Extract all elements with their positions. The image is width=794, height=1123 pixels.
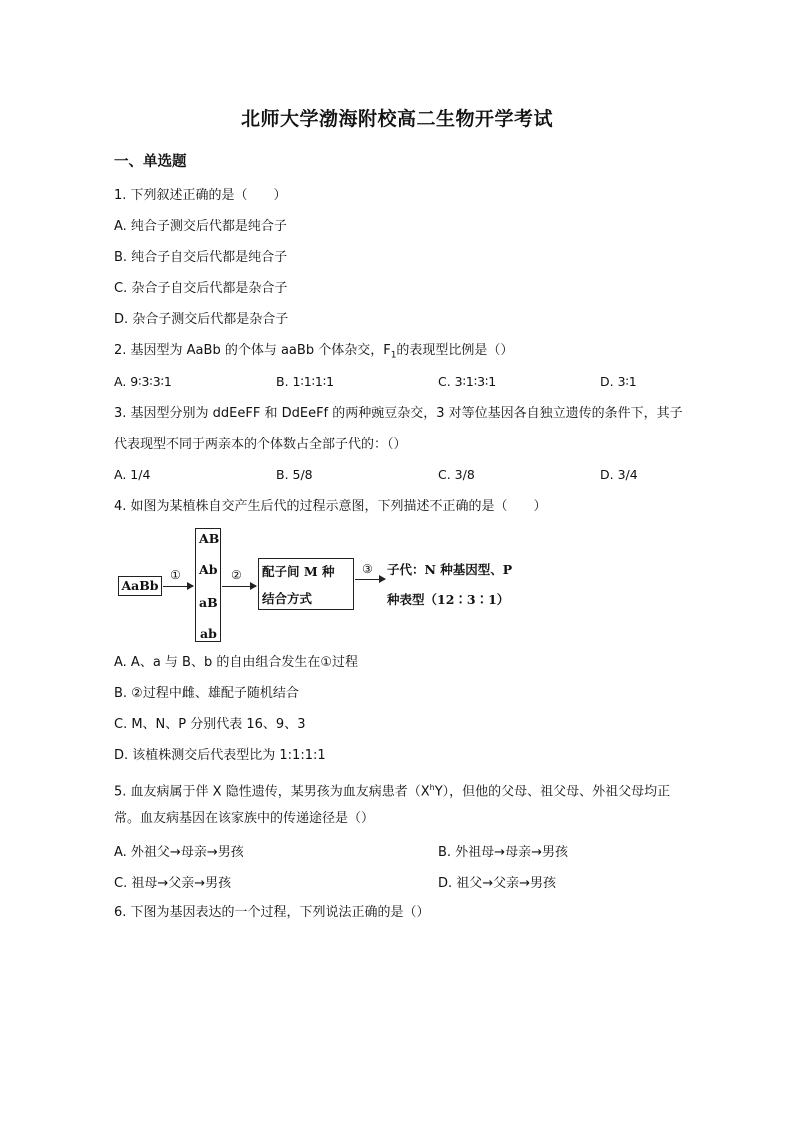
q2-stem: 2. 基因型为 AaBb 的个体与 aaBb 个体杂交，$F_1$的表现型比例是（） <box>114 343 514 361</box>
section-heading: 一、单选题 <box>114 154 187 170</box>
combination-line-2: 结合方式 <box>262 591 313 606</box>
q3-option-d: D. 3/4 <box>600 467 638 482</box>
q2-option-b: B. 1∶1∶1∶1 <box>276 374 335 389</box>
combination-line-1: 配子间 M 种 <box>262 564 335 579</box>
q5-stem-line2: 常。血友病基因在该家族中的传递途径是（） <box>114 811 375 826</box>
q3-option-c: C. 3/8 <box>438 467 475 482</box>
q2-option-d: D. 3∶1 <box>600 374 637 389</box>
gametes-box <box>195 528 221 642</box>
arrow-step-1 <box>163 586 193 587</box>
arrow-step-3 <box>355 579 385 580</box>
q1-stem: 1. 下列叙述正确的是（ ） <box>114 188 287 203</box>
gamete-label: aB <box>199 595 218 610</box>
step-1-label: ① <box>170 568 181 582</box>
arrow-step-2 <box>222 586 256 587</box>
q2-option-c: C. 3∶1∶3∶1 <box>438 374 497 389</box>
parent-genotype-box: AaBb <box>118 576 162 596</box>
step-3-label: ③ <box>362 562 373 576</box>
q4-option-b: B. ②过程中雌、雄配子随机结合 <box>114 686 299 701</box>
q5-option-a: A. 外祖父→母亲→男孩 <box>114 845 244 860</box>
q1-option-c: C. 杂合子自交后代都是杂合子 <box>114 281 288 296</box>
q3-option-b: B. 5/8 <box>276 467 313 482</box>
gamete-label: Ab <box>199 562 218 577</box>
q6-stem: 6. 下图为基因表达的一个过程，下列说法正确的是（） <box>114 905 430 920</box>
q3-stem-line2: 代表现型不同于两亲本的个体数占全部子代的：（） <box>114 437 407 452</box>
q3-option-a: A. 1/4 <box>114 467 151 482</box>
q3-stem-line1: 3. 基因型分别为 ddEeFF 和 DdEeFf 的两种豌豆杂交，3 对等位基因各自独立遗传的条件下，其子 <box>114 406 683 421</box>
q5-option-b: B. 外祖母→母亲→男孩 <box>438 845 568 860</box>
q4-option-c: C. M、N、P 分别代表 16、9、3 <box>114 717 306 732</box>
q4-option-d: D. 该植株测交后代表型比为 1:1:1:1 <box>114 748 326 763</box>
q1-option-a: A. 纯合子测交后代都是纯合子 <box>114 219 287 234</box>
step-2-label: ② <box>231 568 242 582</box>
page-title: 北师大学渤海附校高二生物开学考试 <box>240 108 553 130</box>
q4-stem: 4. 如图为某植株自交产生后代的过程示意图，下列描述不正确的是（ ） <box>114 499 547 514</box>
offspring-result-line-1: 子代：N 种基因型、P <box>387 562 513 577</box>
q5-option-c: C. 祖母→父亲→男孩 <box>114 876 232 891</box>
q1-option-b: B. 纯合子自交后代都是纯合子 <box>114 250 288 265</box>
q1-option-d: D. 杂合子测交后代都是杂合子 <box>114 312 289 327</box>
offspring-result-line-2: 种表型（12∶3∶1） <box>387 592 510 607</box>
combination-box <box>258 558 354 610</box>
q2-option-a: A. 9∶3∶3∶1 <box>114 374 172 389</box>
q4-option-a: A. A、a 与 B、b 的自由组合发生在①过程 <box>114 655 359 670</box>
gamete-label: ab <box>200 626 217 641</box>
q5-option-d: D. 祖父→父亲→男孩 <box>438 876 557 891</box>
gamete-label: AB <box>199 531 220 546</box>
q5-stem-line1: 5. 血友病属于伴 X 隐性遗传，某男孩为血友病患者$(X^hY)$，但他的父母、祖父母、外祖父母均正 <box>114 783 671 800</box>
inheritance-process-diagram <box>114 528 574 648</box>
